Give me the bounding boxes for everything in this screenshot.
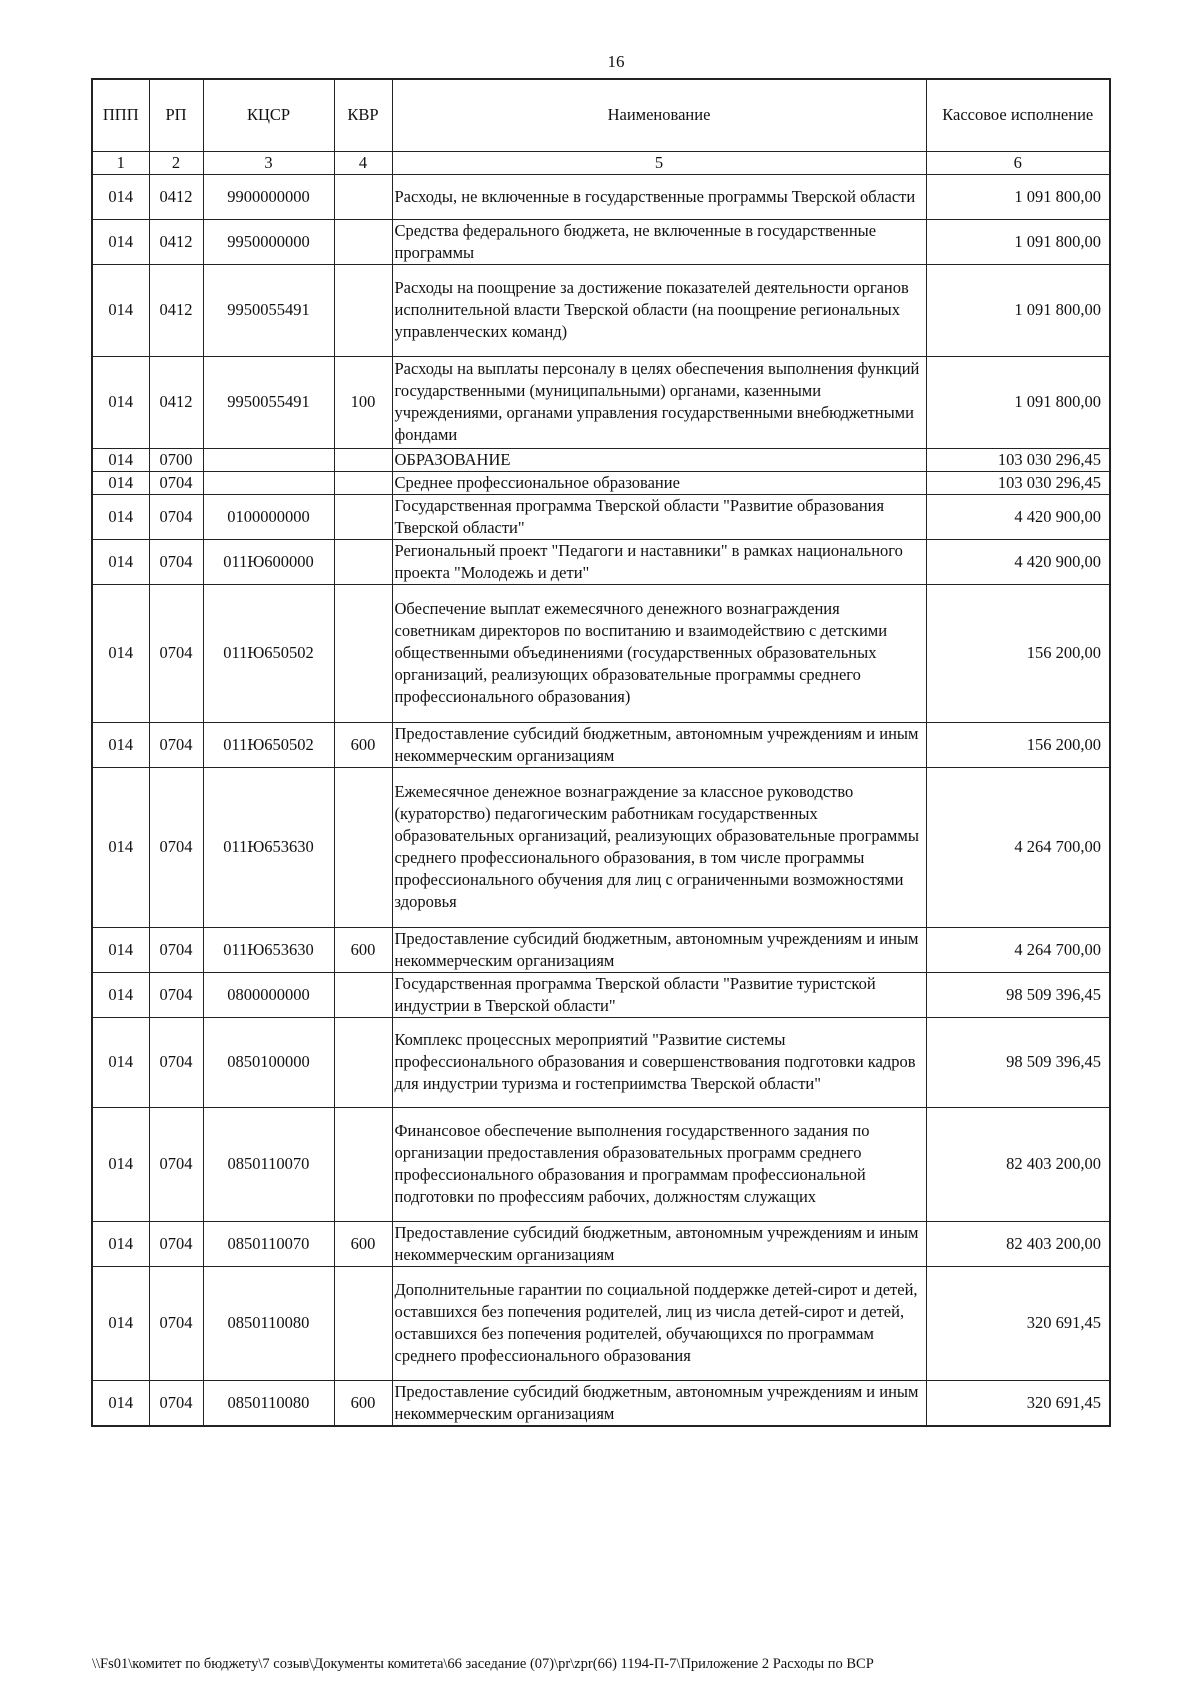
cell-kvr: 600 — [334, 1380, 392, 1426]
cell-kcsr: 9950055491 — [203, 356, 334, 448]
table-row — [92, 219, 1110, 264]
cell-kcsr: 0800000000 — [203, 972, 334, 1017]
cell-name: ОБРАЗОВАНИЕ — [392, 448, 926, 471]
cell-name: Обеспечение выплат ежемесячного денежного вознаграждения советникам директоров по воспитанию и взаимодействию с детскими общественными объединениями (государственных образовательных организаций, реализующих образовательные программы среднего профессионального образования) — [392, 584, 926, 722]
column-number: 2 — [149, 151, 203, 174]
column-number: 3 — [203, 151, 334, 174]
cell-ppp: 014 — [92, 1221, 149, 1266]
table-row — [92, 448, 1110, 471]
table-row — [92, 927, 1110, 972]
cell-kcsr: 0100000000 — [203, 494, 334, 539]
cell-amount: 1 091 800,00 — [926, 174, 1110, 219]
cell-rp: 0704 — [149, 1266, 203, 1380]
cell-name: Среднее профессиональное образование — [392, 471, 926, 494]
cell-kcsr — [203, 448, 334, 471]
cell-ppp: 014 — [92, 972, 149, 1017]
cell-rp: 0704 — [149, 584, 203, 722]
cell-kvr — [334, 767, 392, 927]
cell-amount: 4 264 700,00 — [926, 927, 1110, 972]
cell-ppp: 014 — [92, 494, 149, 539]
table-body — [92, 174, 1110, 1426]
cell-name: Предоставление субсидий бюджетным, автономным учреждениям и иным некоммерческим организациям — [392, 1221, 926, 1266]
cell-rp: 0704 — [149, 1017, 203, 1107]
cell-amount: 320 691,45 — [926, 1266, 1110, 1380]
table-row — [92, 1107, 1110, 1221]
cell-name: Расходы, не включенные в государственные программы Тверской области — [392, 174, 926, 219]
cell-kvr — [334, 494, 392, 539]
cell-amount: 156 200,00 — [926, 584, 1110, 722]
cell-kvr — [334, 264, 392, 356]
table-row — [92, 1221, 1110, 1266]
cell-kvr: 100 — [334, 356, 392, 448]
cell-kvr — [334, 1107, 392, 1221]
cell-amount: 103 030 296,45 — [926, 448, 1110, 471]
cell-kvr: 600 — [334, 927, 392, 972]
cell-ppp: 014 — [92, 356, 149, 448]
cell-amount: 1 091 800,00 — [926, 264, 1110, 356]
cell-name: Предоставление субсидий бюджетным, автономным учреждениям и иным некоммерческим организациям — [392, 722, 926, 767]
cell-kcsr: 011Ю650502 — [203, 584, 334, 722]
cell-ppp: 014 — [92, 174, 149, 219]
cell-ppp: 014 — [92, 448, 149, 471]
cell-kvr: 600 — [334, 722, 392, 767]
table-row — [92, 264, 1110, 356]
cell-rp: 0704 — [149, 1380, 203, 1426]
cell-kcsr: 9950000000 — [203, 219, 334, 264]
cell-ppp: 014 — [92, 1107, 149, 1221]
cell-kcsr: 011Ю653630 — [203, 767, 334, 927]
cell-kvr — [334, 471, 392, 494]
cell-rp: 0704 — [149, 767, 203, 927]
cell-rp: 0412 — [149, 174, 203, 219]
cell-kcsr: 9950055491 — [203, 264, 334, 356]
cell-rp: 0412 — [149, 264, 203, 356]
cell-ppp: 014 — [92, 1380, 149, 1426]
cell-name: Финансовое обеспечение выполнения государственного задания по организации предоставления образовательных программ среднего профессионального образования и программам профессиональной подготовки по профессиям рабочих, должностям служащих — [392, 1107, 926, 1221]
cell-kvr — [334, 174, 392, 219]
cell-amount: 4 420 900,00 — [926, 494, 1110, 539]
cell-amount: 98 509 396,45 — [926, 972, 1110, 1017]
cell-kcsr: 0850110080 — [203, 1266, 334, 1380]
header-kcsr: КЦСР — [203, 79, 334, 151]
cell-amount: 1 091 800,00 — [926, 219, 1110, 264]
cell-ppp: 014 — [92, 219, 149, 264]
cell-name: Государственная программа Тверской области "Развитие туристской индустрии в Тверской области" — [392, 972, 926, 1017]
cell-ppp: 014 — [92, 1017, 149, 1107]
cell-kvr — [334, 1017, 392, 1107]
cell-name: Дополнительные гарантии по социальной поддержке детей-сирот и детей, оставшихся без попечения родителей, лиц из числа детей-сирот и детей, оставшихся без попечения родителей, обучающихся по программам среднего профессионального образования — [392, 1266, 926, 1380]
cell-kcsr — [203, 471, 334, 494]
cell-amount: 103 030 296,45 — [926, 471, 1110, 494]
budget-table — [91, 78, 1111, 1427]
cell-rp: 0704 — [149, 927, 203, 972]
cell-rp: 0704 — [149, 1221, 203, 1266]
cell-rp: 0704 — [149, 1107, 203, 1221]
cell-name: Предоставление субсидий бюджетным, автономным учреждениям и иным некоммерческим организациям — [392, 1380, 926, 1426]
cell-name: Средства федерального бюджета, не включенные в государственные программы — [392, 219, 926, 264]
cell-rp: 0704 — [149, 972, 203, 1017]
cell-ppp: 014 — [92, 722, 149, 767]
cell-name: Региональный проект "Педагоги и наставники" в рамках национального проекта "Молодежь и дети" — [392, 539, 926, 584]
cell-kcsr: 9900000000 — [203, 174, 334, 219]
header-amount: Кассовое исполнение — [926, 79, 1110, 151]
cell-kvr — [334, 972, 392, 1017]
cell-ppp: 014 — [92, 539, 149, 584]
cell-kcsr: 0850110070 — [203, 1221, 334, 1266]
cell-kcsr: 011Ю600000 — [203, 539, 334, 584]
footer-file-path: \\Fs01\комитет по бюджету\7 созыв\Документы комитета\66 заседание (07)\pr\zpr(66) 1194-П-7\Приложение 2 Расходы по ВСР — [92, 1656, 874, 1672]
cell-ppp: 014 — [92, 264, 149, 356]
cell-kvr — [334, 539, 392, 584]
cell-kcsr: 0850110080 — [203, 1380, 334, 1426]
table-row — [92, 494, 1110, 539]
cell-amount: 82 403 200,00 — [926, 1221, 1110, 1266]
table-row — [92, 972, 1110, 1017]
cell-ppp: 014 — [92, 1266, 149, 1380]
table-row — [92, 1380, 1110, 1426]
cell-rp: 0412 — [149, 219, 203, 264]
header-row — [92, 79, 1110, 151]
cell-rp: 0700 — [149, 448, 203, 471]
cell-amount: 4 264 700,00 — [926, 767, 1110, 927]
cell-name: Комплекс процессных мероприятий "Развитие системы профессионального образования и совершенствования подготовки кадров для индустрии туризма и гостеприимства Тверской области" — [392, 1017, 926, 1107]
cell-ppp: 014 — [92, 767, 149, 927]
cell-ppp: 014 — [92, 471, 149, 494]
table-row — [92, 539, 1110, 584]
cell-amount: 1 091 800,00 — [926, 356, 1110, 448]
page-number: 16 — [607, 52, 625, 71]
cell-rp: 0704 — [149, 539, 203, 584]
cell-ppp: 014 — [92, 584, 149, 722]
table-row — [92, 174, 1110, 219]
header-kvr: КВР — [334, 79, 392, 151]
table-row — [92, 722, 1110, 767]
cell-ppp: 014 — [92, 927, 149, 972]
table-row — [92, 584, 1110, 722]
column-number: 6 — [926, 151, 1110, 174]
cell-rp: 0704 — [149, 471, 203, 494]
cell-name: Предоставление субсидий бюджетным, автономным учреждениям и иным некоммерческим организациям — [392, 927, 926, 972]
cell-kvr — [334, 1266, 392, 1380]
header-ppp: ППП — [92, 79, 149, 151]
cell-kcsr: 0850110070 — [203, 1107, 334, 1221]
cell-rp: 0704 — [149, 722, 203, 767]
table-row — [92, 1266, 1110, 1380]
cell-kcsr: 011Ю650502 — [203, 722, 334, 767]
cell-rp: 0412 — [149, 356, 203, 448]
cell-amount: 156 200,00 — [926, 722, 1110, 767]
column-number-row — [92, 151, 1110, 174]
cell-amount: 82 403 200,00 — [926, 1107, 1110, 1221]
cell-kcsr: 0850100000 — [203, 1017, 334, 1107]
cell-name: Государственная программа Тверской области "Развитие образования Тверской области" — [392, 494, 926, 539]
header-name: Наименование — [392, 79, 926, 151]
cell-amount: 320 691,45 — [926, 1380, 1110, 1426]
cell-name: Расходы на поощрение за достижение показателей деятельности органов исполнительной власти Тверской области (на поощрение региональных управленческих команд) — [392, 264, 926, 356]
cell-kcsr: 011Ю653630 — [203, 927, 334, 972]
cell-kvr — [334, 448, 392, 471]
table-row — [92, 1017, 1110, 1107]
cell-kvr — [334, 219, 392, 264]
table-row — [92, 356, 1110, 448]
cell-name: Ежемесячное денежное вознаграждение за классное руководство (кураторство) педагогическим работникам государственных образовательных организаций, реализующих образовательные программы среднего профессионального образования, в том числе программы профессионального обучения для лиц с ограниченными возможностями здоровья — [392, 767, 926, 927]
header-rp: РП — [149, 79, 203, 151]
column-number: 1 — [92, 151, 149, 174]
cell-kvr — [334, 584, 392, 722]
table-row — [92, 471, 1110, 494]
cell-amount: 98 509 396,45 — [926, 1017, 1110, 1107]
cell-kvr: 600 — [334, 1221, 392, 1266]
cell-amount: 4 420 900,00 — [926, 539, 1110, 584]
column-number: 4 — [334, 151, 392, 174]
table-row — [92, 767, 1110, 927]
column-number: 5 — [392, 151, 926, 174]
cell-name: Расходы на выплаты персоналу в целях обеспечения выполнения функций государственными (муниципальными) органами, казенными учреждениями, органами управления государственными внебюджетными фондами — [392, 356, 926, 448]
cell-rp: 0704 — [149, 494, 203, 539]
